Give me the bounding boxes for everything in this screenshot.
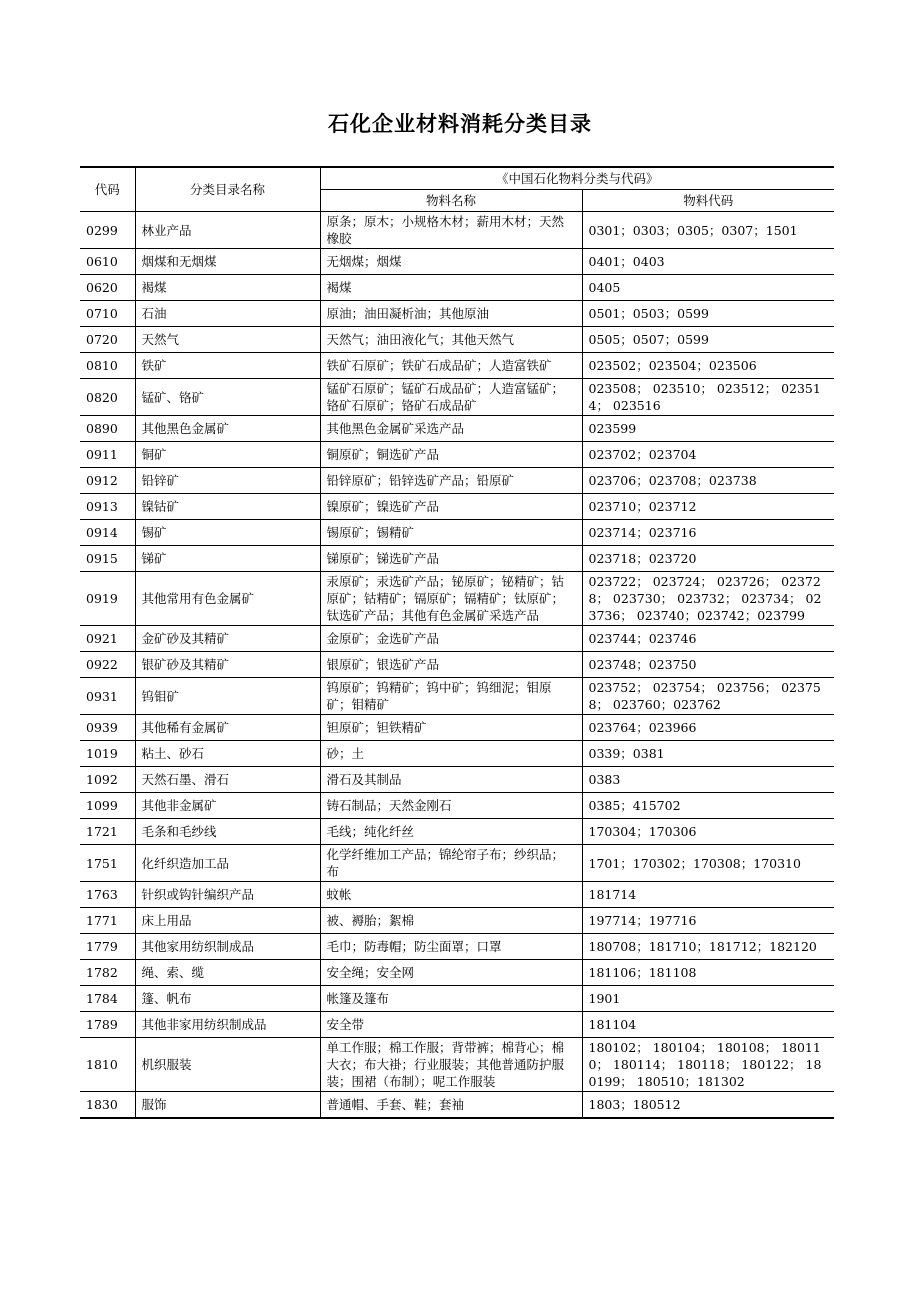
row-material-name: 原油；油田凝析油；其他原油	[320, 301, 582, 327]
row-code: 0720	[80, 327, 135, 353]
header-group: 《中国石化物料分类与代码》	[320, 167, 834, 190]
table-row	[80, 301, 834, 327]
row-material-name: 钨原矿；钨精矿；钨中矿；钨细泥；钼原矿；钼精矿	[320, 678, 582, 715]
row-material-name: 钽原矿；钽铁精矿	[320, 715, 582, 741]
row-code: 0931	[80, 678, 135, 715]
table-row	[80, 572, 834, 626]
row-material-name: 普通帽、手套、鞋；套袖	[320, 1092, 582, 1118]
row-code: 0914	[80, 520, 135, 546]
row-category: 绳、索、缆	[135, 960, 320, 986]
row-category: 铜矿	[135, 442, 320, 468]
row-category: 其他稀有金属矿	[135, 715, 320, 741]
row-category: 床上用品	[135, 908, 320, 934]
row-category: 烟煤和无烟煤	[135, 249, 320, 275]
row-category: 钨钼矿	[135, 678, 320, 715]
table-row	[80, 845, 834, 882]
row-material-code: 023718；023720	[582, 546, 834, 572]
table-row	[80, 626, 834, 652]
row-code: 0620	[80, 275, 135, 301]
table-row	[80, 1092, 834, 1118]
table-row	[80, 793, 834, 819]
table-row	[80, 960, 834, 986]
row-code: 0911	[80, 442, 135, 468]
row-code: 1763	[80, 882, 135, 908]
row-category: 其他黑色金属矿	[135, 416, 320, 442]
row-code: 0913	[80, 494, 135, 520]
row-code: 0939	[80, 715, 135, 741]
row-category: 银矿砂及其精矿	[135, 652, 320, 678]
table-row	[80, 678, 834, 715]
row-category: 其他非金属矿	[135, 793, 320, 819]
row-material-name: 蚊帐	[320, 882, 582, 908]
row-material-code: 023710；023712	[582, 494, 834, 520]
row-material-code: 181106；181108	[582, 960, 834, 986]
row-code: 0710	[80, 301, 135, 327]
table-row	[80, 468, 834, 494]
row-material-code: 0383	[582, 767, 834, 793]
row-material-code: 0401；0403	[582, 249, 834, 275]
row-material-code: 023764；023966	[582, 715, 834, 741]
row-material-code: 023748；023750	[582, 652, 834, 678]
table-row	[80, 767, 834, 793]
row-material-name: 被、褥胎；絮棉	[320, 908, 582, 934]
row-material-code: 023706；023708；023738	[582, 468, 834, 494]
row-code: 0915	[80, 546, 135, 572]
row-code: 0610	[80, 249, 135, 275]
row-material-name: 滑石及其制品	[320, 767, 582, 793]
row-material-code: 023508； 023510； 023512； 023514； 023516	[582, 379, 834, 416]
header-material-code: 物料代码	[582, 190, 834, 212]
row-material-code: 0501；0503；0599	[582, 301, 834, 327]
row-code: 1779	[80, 934, 135, 960]
header-category: 分类目录名称	[135, 167, 320, 212]
table-row	[80, 546, 834, 572]
row-material-name: 铅锌原矿；铅锌选矿产品；铅原矿	[320, 468, 582, 494]
row-code: 1830	[80, 1092, 135, 1118]
row-code: 0820	[80, 379, 135, 416]
row-material-code: 023722； 023724； 023726； 023728； 023730； 023732； 023734； 023736； 023740；023742；023799	[582, 572, 834, 626]
row-category: 粘土、砂石	[135, 741, 320, 767]
row-material-name: 锑原矿；锑选矿产品	[320, 546, 582, 572]
row-material-code: 023702；023704	[582, 442, 834, 468]
row-material-code: 023752； 023754； 023756； 023758； 023760；023762	[582, 678, 834, 715]
row-material-name: 锡原矿；锡精矿	[320, 520, 582, 546]
row-code: 1782	[80, 960, 135, 986]
row-category: 锑矿	[135, 546, 320, 572]
table-row	[80, 442, 834, 468]
row-material-code: 197714；197716	[582, 908, 834, 934]
row-material-code: 0505；0507；0599	[582, 327, 834, 353]
table-row	[80, 275, 834, 301]
row-material-code: 180708；181710；181712；182120	[582, 934, 834, 960]
row-material-name: 安全带	[320, 1012, 582, 1038]
row-material-name: 毛巾；防毒帽；防尘面罩；口罩	[320, 934, 582, 960]
row-material-name: 化学纤维加工产品；锦纶帘子布；纱织品；布	[320, 845, 582, 882]
row-material-name: 汞原矿；汞选矿产品；铋原矿；铋精矿；钴原矿；钴精矿；镉原矿；镉精矿；钛原矿；钛选矿产品；其他有色金属矿采选产品	[320, 572, 582, 626]
row-code: 0919	[80, 572, 135, 626]
table-row	[80, 212, 834, 249]
row-material-name: 锰矿石原矿；锰矿石成品矿；人造富锰矿；铬矿石原矿；铬矿石成品矿	[320, 379, 582, 416]
row-category: 毛条和毛纱线	[135, 819, 320, 845]
row-material-name: 砂；土	[320, 741, 582, 767]
row-code: 1810	[80, 1038, 135, 1092]
table-row	[80, 1012, 834, 1038]
row-material-name: 银原矿；银选矿产品	[320, 652, 582, 678]
row-material-code: 0385；415702	[582, 793, 834, 819]
table-row	[80, 715, 834, 741]
row-material-code: 181104	[582, 1012, 834, 1038]
row-code: 0922	[80, 652, 135, 678]
row-category: 化纤织造加工品	[135, 845, 320, 882]
row-material-code: 023502；023504；023506	[582, 353, 834, 379]
row-material-name: 毛线；纯化纤丝	[320, 819, 582, 845]
row-code: 1092	[80, 767, 135, 793]
page-title: 石化企业材料消耗分类目录	[328, 112, 592, 136]
row-code: 0912	[80, 468, 135, 494]
row-category: 天然气	[135, 327, 320, 353]
table-row	[80, 882, 834, 908]
table-header	[80, 167, 834, 212]
row-code: 1784	[80, 986, 135, 1012]
row-code: 0299	[80, 212, 135, 249]
row-code: 1721	[80, 819, 135, 845]
row-material-code: 1803；180512	[582, 1092, 834, 1118]
row-code: 1751	[80, 845, 135, 882]
row-category: 其他常用有色金属矿	[135, 572, 320, 626]
row-material-code: 0405	[582, 275, 834, 301]
table-row	[80, 520, 834, 546]
row-material-name: 无烟煤；烟煤	[320, 249, 582, 275]
row-material-name: 原条；原木；小规格木材；薪用木材；天然橡胶	[320, 212, 582, 249]
table-row	[80, 416, 834, 442]
table-row	[80, 1038, 834, 1092]
row-code: 1019	[80, 741, 135, 767]
row-code: 1099	[80, 793, 135, 819]
row-category: 铅锌矿	[135, 468, 320, 494]
row-material-name: 帐篷及篷布	[320, 986, 582, 1012]
row-category: 针织或钩针编织产品	[135, 882, 320, 908]
row-material-name: 其他黑色金属矿采选产品	[320, 416, 582, 442]
row-code: 0810	[80, 353, 135, 379]
row-category: 金矿砂及其精矿	[135, 626, 320, 652]
row-material-name: 褐煤	[320, 275, 582, 301]
row-category: 锡矿	[135, 520, 320, 546]
table-row	[80, 353, 834, 379]
row-category: 林业产品	[135, 212, 320, 249]
header-material-name: 物料名称	[320, 190, 582, 212]
catalog-table	[80, 166, 834, 1119]
table-row	[80, 934, 834, 960]
table-row	[80, 379, 834, 416]
row-category: 石油	[135, 301, 320, 327]
table-row	[80, 249, 834, 275]
table-row	[80, 986, 834, 1012]
row-code: 0921	[80, 626, 135, 652]
row-material-name: 铜原矿；铜选矿产品	[320, 442, 582, 468]
row-material-code: 023714；023716	[582, 520, 834, 546]
row-category: 其他非家用纺织制成品	[135, 1012, 320, 1038]
row-material-code: 180102； 180104； 180108； 180110； 180114； 180118； 180122； 180199； 180510；181302	[582, 1038, 834, 1092]
row-category: 铁矿	[135, 353, 320, 379]
row-material-code: 0301；0303；0305；0307；1501	[582, 212, 834, 249]
row-code: 1771	[80, 908, 135, 934]
row-material-code: 023744；023746	[582, 626, 834, 652]
row-material-code: 1701；170302；170308；170310	[582, 845, 834, 882]
row-category: 其他家用纺织制成品	[135, 934, 320, 960]
table-row	[80, 741, 834, 767]
row-category: 机织服装	[135, 1038, 320, 1092]
row-material-code: 023599	[582, 416, 834, 442]
row-category: 篷、帆布	[135, 986, 320, 1012]
table-body	[80, 212, 834, 1118]
header-code: 代码	[80, 167, 135, 212]
row-material-code: 170304；170306	[582, 819, 834, 845]
row-category: 镍钴矿	[135, 494, 320, 520]
row-material-name: 安全绳；安全网	[320, 960, 582, 986]
row-material-name: 镍原矿；镍选矿产品	[320, 494, 582, 520]
row-code: 1789	[80, 1012, 135, 1038]
table-row	[80, 327, 834, 353]
row-material-code: 0339；0381	[582, 741, 834, 767]
row-material-name: 金原矿；金选矿产品	[320, 626, 582, 652]
table-row	[80, 652, 834, 678]
row-material-name: 天然气；油田液化气；其他天然气	[320, 327, 582, 353]
row-material-name: 单工作服；棉工作服；背带裤；棉背心；棉大衣；布大褂；行业服装；其他普通防护服装；围裙（布制）；呢工作服装	[320, 1038, 582, 1092]
table-row	[80, 819, 834, 845]
row-category: 锰矿、铬矿	[135, 379, 320, 416]
row-code: 0890	[80, 416, 135, 442]
table-row	[80, 908, 834, 934]
row-material-code: 181714	[582, 882, 834, 908]
row-category: 天然石墨、滑石	[135, 767, 320, 793]
table-row	[80, 494, 834, 520]
row-category: 服饰	[135, 1092, 320, 1118]
row-category: 褐煤	[135, 275, 320, 301]
row-material-name: 铸石制品；天然金刚石	[320, 793, 582, 819]
row-material-name: 铁矿石原矿；铁矿石成品矿；人造富铁矿	[320, 353, 582, 379]
row-material-code: 1901	[582, 986, 834, 1012]
